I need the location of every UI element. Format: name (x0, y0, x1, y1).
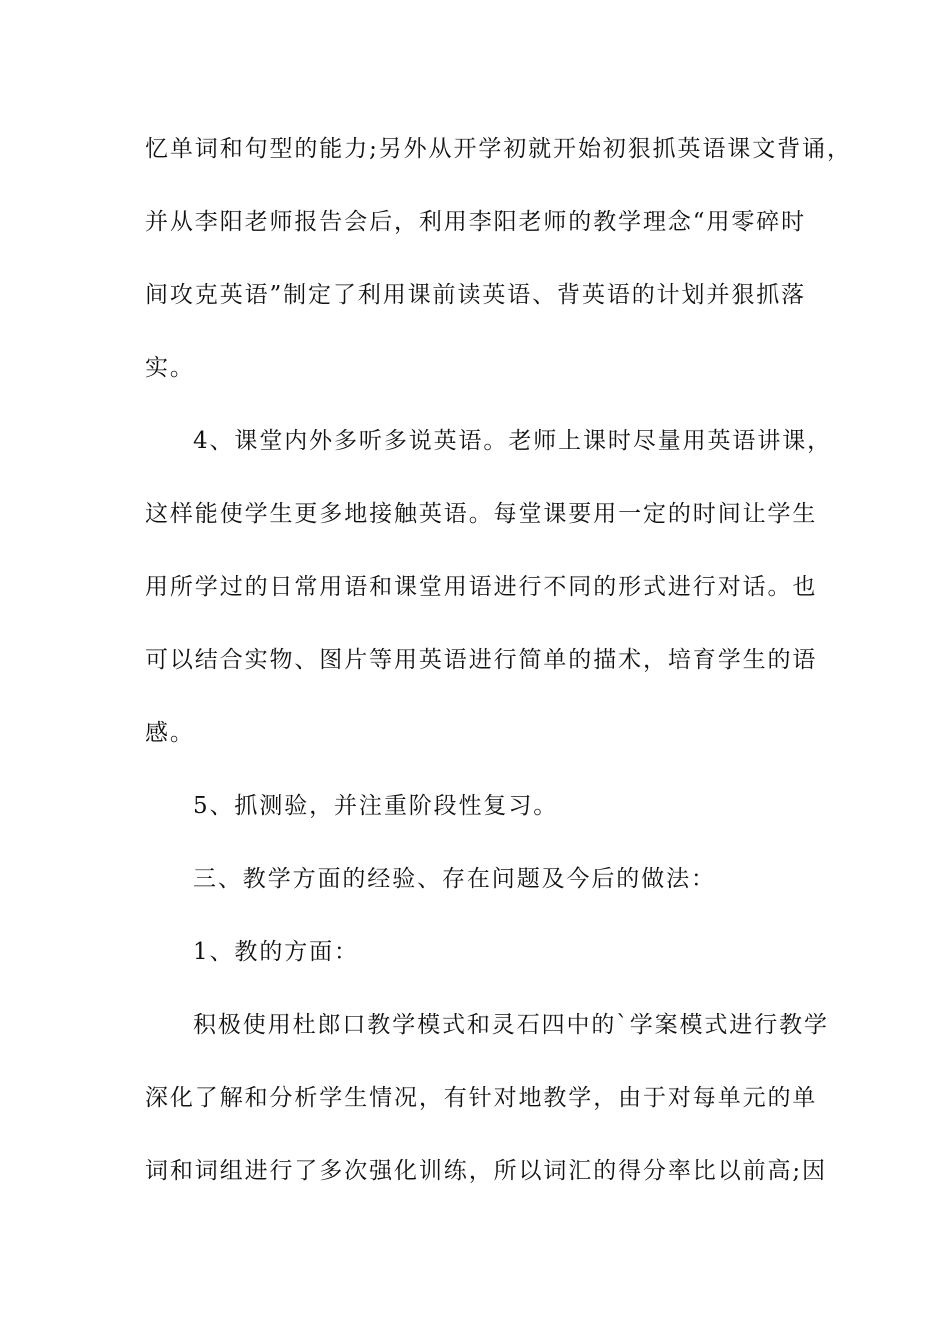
body-text (145, 125, 852, 1220)
text-line: 积极使用杜郎口教学模式和灵石四中的`学案模式进行教学 (193, 1012, 829, 1038)
text-line: 间攻克英语”制定了利用课前读英语、背英语的计划并狠抓落 (145, 282, 807, 308)
text-line: 并从李阳老师报告会后，利用李阳老师的教学理念“用零碎时 (145, 209, 807, 235)
text-line: 用所学过的日常用语和课堂用语进行不同的形式进行对话。也 (145, 574, 818, 600)
text-line: 忆单词和句型的能力;另外从开学初就开始初狠抓英语课文背诵， (145, 136, 852, 162)
text-line: 这样能使学生更多地接触英语。每堂课要用一定的时间让学生 (145, 501, 818, 527)
text-line: 实。 (145, 355, 195, 381)
section-heading: 三、教学方面的经验、存在问题及今后的做法： (193, 866, 716, 892)
text-line: 5、抓测验，并注重阶段性复习。 (193, 793, 559, 819)
text-line: 4、课堂内外多听多说英语。老师上课时尽量用英语讲课， (193, 428, 833, 454)
text-line: 词和词组进行了多次强化训练，所以词汇的得分率比以前高;因 (145, 1158, 827, 1184)
text-line: 深化了解和分析学生情况，有针对地教学，由于对每单元的单 (145, 1085, 818, 1111)
text-line: 可以结合实物、图片等用英语进行简单的描术，培育学生的语 (145, 647, 818, 673)
text-line: 感。 (145, 720, 195, 746)
subsection-heading: 1、教的方面： (193, 939, 359, 965)
